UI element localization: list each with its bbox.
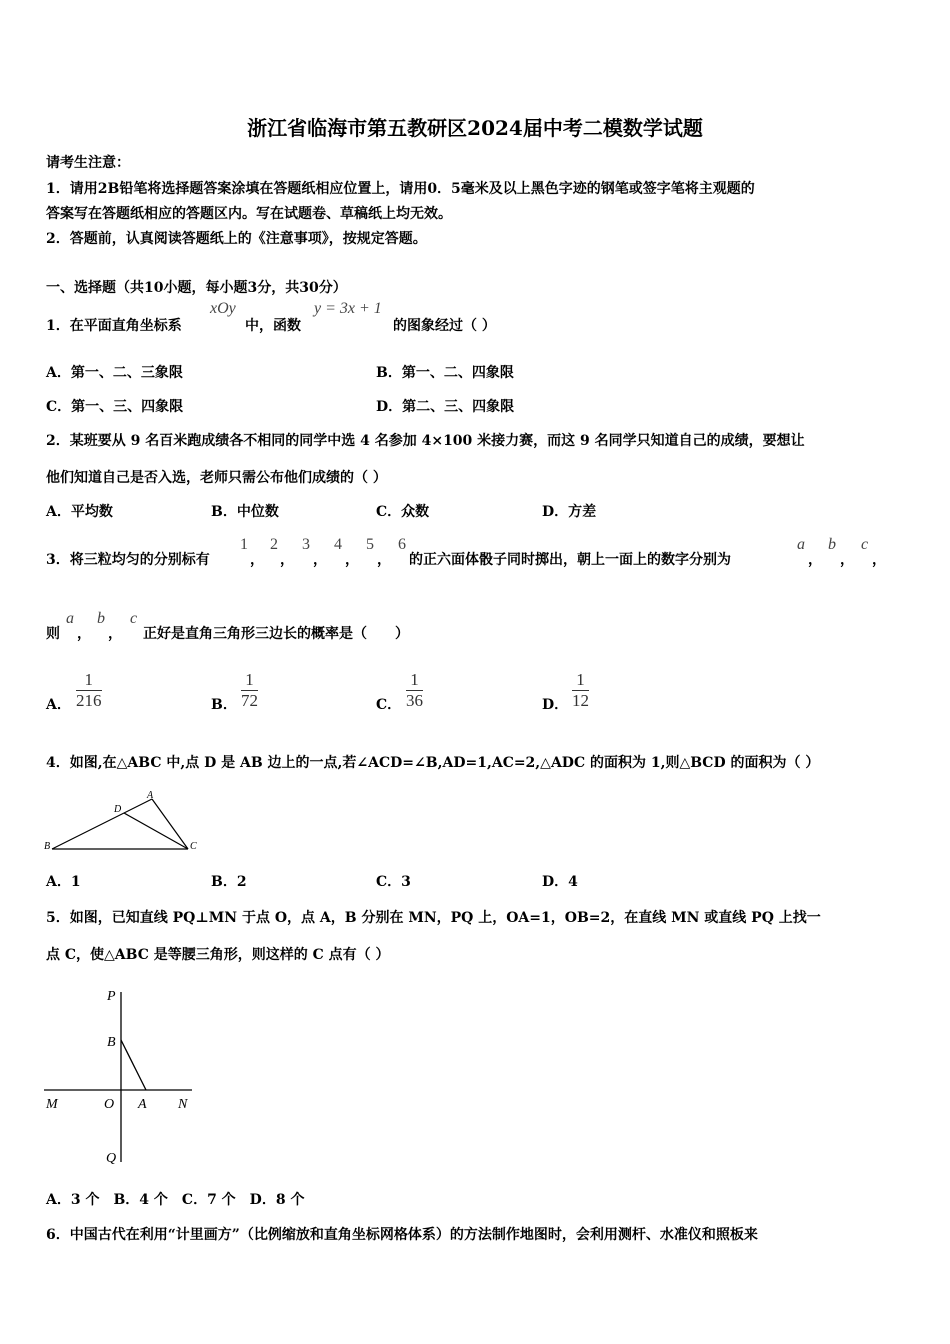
q5-line-1: 5．如图，已知直线 PQ⊥MN 于点 O，点 A，B 分别在 MN，PQ 上，OA=1，OB=2，在直线 MN 或直线 PQ 上找一	[46, 910, 821, 926]
q2-option-b: B．中位数	[211, 504, 279, 520]
q3-num-2: 2	[270, 536, 278, 553]
q3-then: 则	[46, 626, 60, 642]
q2-line-2: 他们知道自己是否入选，老师只需公布他们成绩的（ ）	[46, 470, 387, 486]
q5-label-n: N	[178, 1097, 188, 1112]
q1-option-d: D．第二、三、四象限	[376, 399, 515, 415]
q4-label-c: C	[190, 841, 197, 852]
q5-label-p: P	[107, 989, 116, 1004]
q3-num-4: 4	[334, 536, 342, 553]
q5-label-a: A	[138, 1097, 147, 1112]
q3-option-d-fraction	[572, 670, 589, 711]
q3-text-part1: 3．将三粒均匀的分别标有	[46, 552, 210, 568]
q1-function: y = 3x + 1	[314, 300, 382, 317]
q3-var-b: b	[828, 536, 836, 553]
q3-option-a-label: A．	[46, 697, 71, 713]
notice-line-2: 答案写在答题纸相应的答题区内。写在试题卷、草稿纸上均无效。	[46, 206, 452, 222]
q4-option-b: B．2	[211, 874, 247, 890]
q5-axes-figure	[40, 980, 210, 1170]
q2-line-1: 2．某班要从 9 名百米跑成绩各不相同的同学中选 4 名参加 4×100 米接力赛，而这 9 名同学只知道自己的成绩，要想让	[46, 433, 805, 449]
q3-num-5: 5	[366, 536, 374, 553]
q3-comma: ，	[250, 552, 264, 568]
q3-comma: ，	[840, 552, 854, 568]
q3-comma: ，	[313, 552, 327, 568]
q3-num-6: 6	[398, 536, 406, 553]
notice-line-1: 1．请用2B铅笔将选择题答案涂填在答题纸相应位置上，请用0．5毫米及以上黑色字迹的钢笔或签字笔将主观题的	[46, 181, 755, 197]
fraction-numerator: 1	[241, 670, 258, 691]
q3-var-c: c	[130, 610, 138, 627]
q3-option-d-label: D．	[542, 697, 569, 713]
notice-heading: 请考生注意：	[46, 155, 130, 171]
q3-option-a-fraction	[76, 670, 102, 711]
q3-option-b-label: B．	[211, 697, 237, 713]
q4-label-b: B	[44, 841, 51, 852]
q6-line-1: 6．中国古代在利用“计里画方”（比例缩放和直角坐标网格体系）的方法制作地图时，会利用测杆、水准仪和照板来	[46, 1227, 758, 1243]
q3-option-c-label: C．	[376, 697, 402, 713]
q4-option-a: A．1	[46, 874, 81, 890]
fraction-denominator: 36	[406, 691, 423, 710]
q4-segment-dc	[124, 813, 188, 849]
q4-segment-ac	[152, 799, 188, 849]
q5-segment-ba	[121, 1040, 146, 1090]
q3-comma: ，	[77, 626, 91, 642]
q5-options: A．3 个 B．4 个 C．7 个 D．8 个	[46, 1192, 305, 1208]
q5-label-b: B	[107, 1035, 116, 1050]
fraction-numerator: 1	[406, 670, 423, 691]
q4-triangle-figure	[40, 786, 210, 858]
q4-label-d: D	[114, 804, 122, 815]
q1-xoy: xOy	[210, 300, 236, 317]
fraction-numerator: 1	[572, 670, 589, 691]
q5-line-2: 点 C，使△ABC 是等腰三角形，则这样的 C 点有（ ）	[46, 947, 390, 963]
q4-text: 4．如图,在△ABC 中,点 D 是 AB 边上的一点,若∠ACD=∠B,AD=1,AC=2,△ADC 的面积为 1,则△BCD 的面积为（ ）	[46, 755, 820, 771]
section-heading: 一、选择题（共10小题，每小题3分，共30分）	[46, 280, 347, 296]
q1-option-b: B．第一、二、四象限	[376, 365, 514, 381]
q3-var-c: c	[861, 536, 869, 553]
q3-num-1: 1	[240, 536, 248, 553]
fraction-denominator: 72	[241, 691, 258, 710]
page-title: 浙江省临海市第五教研区2024届中考二模数学试题	[247, 116, 703, 140]
q4-segment-ba	[52, 799, 152, 849]
q3-comma: ，	[808, 552, 822, 568]
q1-text-part2: 中，函数	[245, 318, 301, 334]
q1-option-a: A．第一、二、三象限	[46, 365, 183, 381]
q3-text-part2: 的正六面体骰子同时掷出，朝上一面上的数字分别为	[409, 552, 731, 568]
fraction-denominator: 12	[572, 691, 589, 710]
q1-text-part1: 1．在平面直角坐标系	[46, 318, 182, 334]
fraction-numerator: 1	[76, 670, 102, 691]
q3-comma: ，	[345, 552, 359, 568]
q5-label-q: Q	[106, 1151, 117, 1166]
q3-var-a: a	[66, 610, 74, 627]
q3-num-3: 3	[302, 536, 310, 553]
q3-var-a: a	[797, 536, 805, 553]
q3-option-b-fraction	[241, 670, 258, 711]
q3-comma: ，	[377, 552, 391, 568]
q3-option-c-fraction	[406, 670, 423, 711]
q3-comma: ，	[108, 626, 122, 642]
q2-option-d: D．方差	[542, 504, 597, 520]
fraction-denominator: 216	[76, 691, 102, 710]
q2-option-a: A．平均数	[46, 504, 113, 520]
q2-option-c: C．众数	[376, 504, 430, 520]
q4-option-d: D．4	[542, 874, 578, 890]
q3-var-b: b	[97, 610, 105, 627]
notice-line-3: 2．答题前，认真阅读答题纸上的《注意事项》，按规定答题。	[46, 231, 427, 247]
q5-label-m: M	[46, 1097, 58, 1112]
q4-option-c: C．3	[376, 874, 411, 890]
q3-comma: ，	[280, 552, 294, 568]
q1-option-c: C．第一、三、四象限	[46, 399, 184, 415]
q3-text-part3: 正好是直角三角形三边长的概率是（ ）	[143, 626, 409, 642]
q1-text-part3: 的图象经过（ ）	[393, 318, 496, 334]
q4-label-a: A	[147, 790, 154, 801]
q3-comma: ，	[872, 552, 886, 568]
q5-label-o: O	[104, 1097, 115, 1112]
